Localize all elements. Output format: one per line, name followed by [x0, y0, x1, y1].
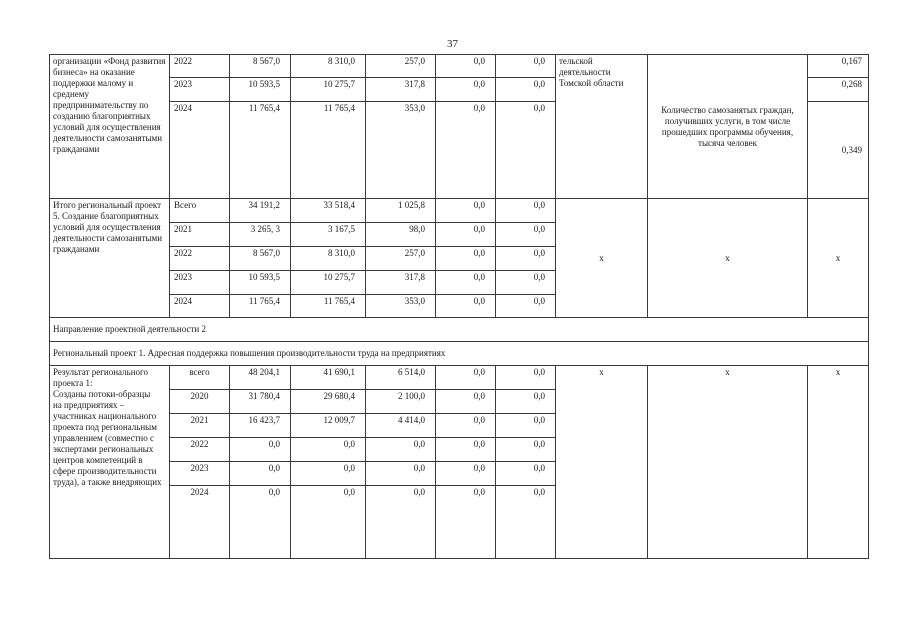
regional-cell: 0,0 [366, 486, 436, 559]
year-cell: 2022 [170, 247, 230, 271]
municipal-cell: 0,0 [436, 438, 496, 462]
total-cell: 16 423,7 [230, 414, 291, 438]
federal-cell: 41 690,1 [291, 366, 366, 390]
federal-cell: 0,0 [291, 438, 366, 462]
regional-cell: 317,8 [366, 78, 436, 102]
direction-heading: Направление проектной деятельности 2 [50, 318, 869, 342]
other-cell: 0,0 [496, 223, 556, 247]
total-cell: 0,0 [230, 438, 291, 462]
other-cell: 0,0 [496, 366, 556, 390]
total-cell: 8 567,0 [230, 247, 291, 271]
total-cell: 8 567,0 [230, 55, 291, 78]
regional-cell: 0,0 [366, 438, 436, 462]
municipal-cell: 0,0 [436, 462, 496, 486]
project-heading: Региональный проект 1. Адресная поддержка повышения производительности труда на предприятиях [50, 342, 869, 366]
federal-cell: 29 680,4 [291, 390, 366, 414]
total-cell: 10 593,5 [230, 78, 291, 102]
total-cell: 3 265, 3 [230, 223, 291, 247]
federal-cell: 10 275,7 [291, 271, 366, 295]
federal-cell: 11 765,4 [291, 102, 366, 199]
year-cell: 2024 [170, 486, 230, 559]
municipal-cell: 0,0 [436, 247, 496, 271]
other-cell: 0,0 [496, 438, 556, 462]
federal-cell: 11 765,4 [291, 295, 366, 318]
other-cell: 0,0 [496, 55, 556, 78]
other-cell: 0,0 [496, 247, 556, 271]
year-cell: 2024 [170, 102, 230, 199]
indicator-value-cell: x [808, 366, 869, 559]
federal-cell: 0,0 [291, 462, 366, 486]
indicator-value-cell: 0,268 [808, 78, 869, 102]
year-cell: 2021 [170, 414, 230, 438]
year-cell: Всего [170, 199, 230, 223]
federal-cell: 0,0 [291, 486, 366, 559]
indicator-cell: Количество самозанятых граждан, получивших услуги, в том числе прошедших программы обучения, тысяча человек [648, 55, 808, 199]
municipal-cell: 0,0 [436, 486, 496, 559]
municipal-cell: 0,0 [436, 295, 496, 318]
regional-cell: 353,0 [366, 102, 436, 199]
year-cell: 2022 [170, 438, 230, 462]
regional-cell: 6 514,0 [366, 366, 436, 390]
page-number: 37 [447, 38, 458, 50]
year-cell: всего [170, 366, 230, 390]
regional-cell: 2 100,0 [366, 390, 436, 414]
other-cell: 0,0 [496, 462, 556, 486]
table-row [50, 318, 869, 342]
regional-cell: 353,0 [366, 295, 436, 318]
municipal-cell: 0,0 [436, 366, 496, 390]
year-cell: 2022 [170, 55, 230, 78]
year-cell: 2024 [170, 295, 230, 318]
municipal-cell: 0,0 [436, 390, 496, 414]
regional-cell: 257,0 [366, 55, 436, 78]
table-row [50, 342, 869, 366]
regional-cell: 317,8 [366, 271, 436, 295]
total-cell: 11 765,4 [230, 102, 291, 199]
indicator-value-cell: 0,349 [808, 102, 869, 199]
municipal-cell: 0,0 [436, 78, 496, 102]
municipal-cell: 0,0 [436, 199, 496, 223]
total-cell: 48 204,1 [230, 366, 291, 390]
indicator-cell: x [648, 199, 808, 318]
federal-cell: 8 310,0 [291, 247, 366, 271]
indicator-cell: x [648, 366, 808, 559]
total-cell: 0,0 [230, 462, 291, 486]
other-cell: 0,0 [496, 271, 556, 295]
municipal-cell: 0,0 [436, 414, 496, 438]
other-cell: 0,0 [496, 102, 556, 199]
regional-cell: 0,0 [366, 462, 436, 486]
federal-cell: 12 009,7 [291, 414, 366, 438]
table-row [50, 55, 869, 78]
regional-cell: 98,0 [366, 223, 436, 247]
regional-cell: 1 025,8 [366, 199, 436, 223]
total-cell: 31 780,4 [230, 390, 291, 414]
total-cell: 10 593,5 [230, 271, 291, 295]
year-cell: 2023 [170, 78, 230, 102]
year-cell: 2021 [170, 223, 230, 247]
regional-cell: 4 414,0 [366, 414, 436, 438]
other-cell: 0,0 [496, 414, 556, 438]
executor-cell: x [556, 366, 648, 559]
federal-cell: 33 518,4 [291, 199, 366, 223]
indicator-value-cell: x [808, 199, 869, 318]
executor-cell: x [556, 199, 648, 318]
federal-cell: 10 275,7 [291, 78, 366, 102]
municipal-cell: 0,0 [436, 55, 496, 78]
budget-table [49, 54, 869, 559]
municipal-cell: 0,0 [436, 271, 496, 295]
other-cell: 0,0 [496, 390, 556, 414]
year-cell: 2023 [170, 462, 230, 486]
other-cell: 0,0 [496, 486, 556, 559]
total-cell: 11 765,4 [230, 295, 291, 318]
result-name-cell: Результат регионального проекта 1: Созданы потоки-образцы на предприятиях – участниках национального проекта под региональным управлением (совместно с экспертами региональных центров компетенций в сфере производительности труда), а также внедряющих [50, 366, 170, 559]
year-cell: 2023 [170, 271, 230, 295]
year-cell: 2020 [170, 390, 230, 414]
event-name-cell: организации «Фонд развития бизнеса» на оказание поддержки малому и среднему предпринимательству по созданию благоприятных условий для осуществления деятельности самозанятыми гражданами [50, 55, 170, 199]
municipal-cell: 0,0 [436, 102, 496, 199]
table-row [50, 199, 869, 223]
other-cell: 0,0 [496, 199, 556, 223]
regional-cell: 257,0 [366, 247, 436, 271]
total-cell: 34 191,2 [230, 199, 291, 223]
other-cell: 0,0 [496, 295, 556, 318]
total-project-name-cell: Итого региональный проект 5. Создание благоприятных условий для осуществления деятельности самозанятыми гражданами [50, 199, 170, 318]
executor-cell: тельской деятельности Томской области [556, 55, 648, 199]
other-cell: 0,0 [496, 78, 556, 102]
table-row [50, 366, 869, 390]
total-cell: 0,0 [230, 486, 291, 559]
federal-cell: 3 167,5 [291, 223, 366, 247]
federal-cell: 8 310,0 [291, 55, 366, 78]
municipal-cell: 0,0 [436, 223, 496, 247]
indicator-value-cell: 0,167 [808, 55, 869, 78]
